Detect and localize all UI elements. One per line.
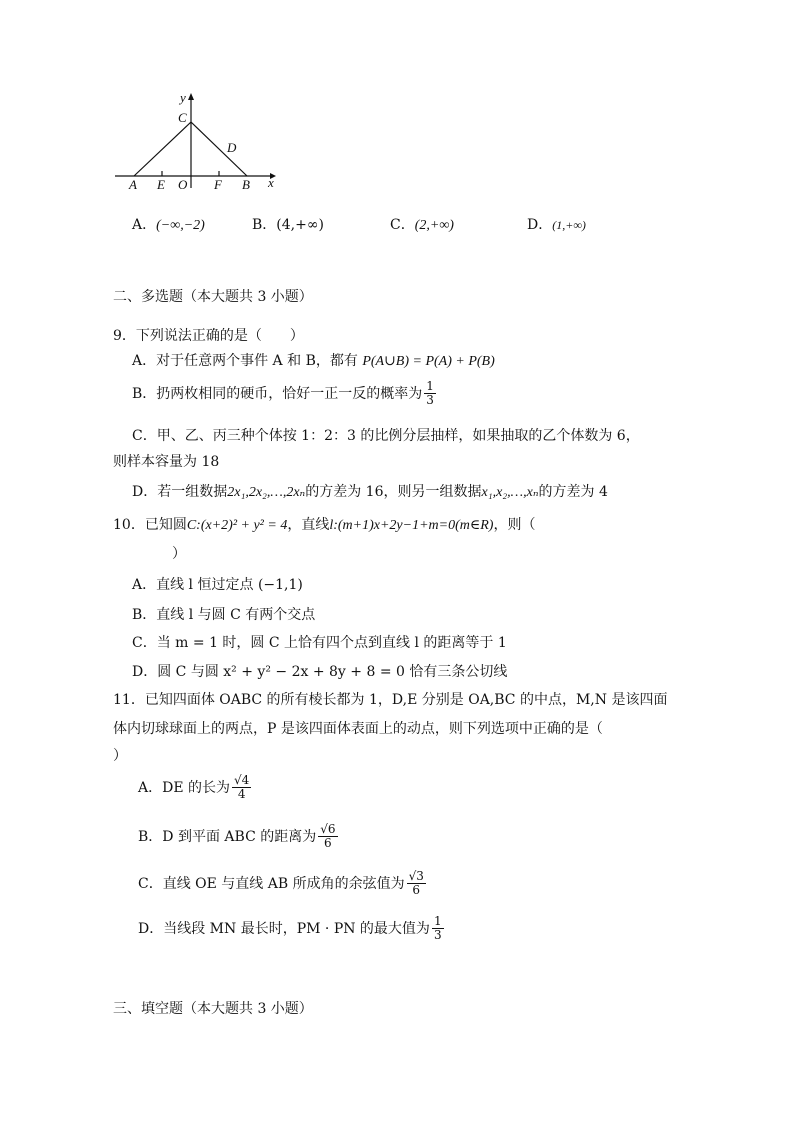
label-B: B: [242, 177, 250, 192]
segment-AC: [134, 122, 191, 176]
section-2-title: 二、多选题（本大题共 3 小题）: [113, 289, 313, 305]
q8-option-a: A．(−∞,−2): [132, 217, 205, 233]
q8-option-d: D．(1,+∞): [527, 217, 586, 233]
q10-stem-close: ）: [172, 546, 186, 562]
fraction-sqrt3-over-6: $\frac{√3}{6}$: [408, 869, 424, 897]
q8-option-b: B．(4,+∞): [252, 217, 324, 233]
q9-option-d: D．若一组数据2x₁,2x₂,…,2xₙ的方差为 16，则另一组数据x₁,x₂,…,xₙ的方差为 4: [132, 484, 608, 500]
section-3-title: 三、填空题（本大题共 3 小题）: [113, 1001, 313, 1017]
q11-stem-line2: 体内切球球面上的两点，P 是该四面体表面上的动点，则下列选项中正确的是（: [113, 721, 603, 737]
q9-option-c-line2: 则样本容量为 18: [113, 454, 220, 470]
q9-option-c-line1: C．甲、乙、丙三种个体按 1：2：3 的比例分层抽样，如果抽取的乙个体数为 6，: [132, 428, 640, 444]
label-E: E: [157, 177, 165, 192]
q11-stem-line1: 11．已知四面体 OABC 的所有棱长都为 1，D,E 分别是 OA,BC 的中点，M,N 是该四面: [113, 692, 668, 708]
q9-option-a: A．对于任意两个事件 A 和 B，都有 P(A∪B) = P(A) + P(B): [132, 353, 495, 369]
fraction-sqrt6-over-6: $\frac{√6}{6}$: [320, 822, 336, 850]
label-F: F: [214, 177, 222, 192]
segment-CB: [191, 122, 247, 176]
label-x: x: [268, 175, 274, 190]
q8-option-c: C．(2,+∞): [390, 217, 454, 233]
label-C: C: [178, 110, 187, 125]
y-axis-arrow: [188, 93, 194, 100]
q11-stem-close: ）: [113, 748, 127, 764]
q9-stem: 9．下列说法正确的是（ ）: [113, 328, 304, 344]
label-D: D: [227, 140, 237, 155]
q10-stem: 10．已知圆C:(x+2)² + y² = 4，直线l:(m+1)x+2y−1+m=0(m∈R)，则（: [113, 517, 536, 533]
q9-option-b: B．扔两枚相同的硬币，恰好一正一反的概率为 $\frac{1}{3}$: [132, 379, 434, 407]
fraction-one-third-d: $\frac{1}{3}$: [433, 914, 442, 942]
geometry-figure: [110, 88, 285, 193]
label-O: O: [178, 177, 188, 192]
q11-option-c: C．直线 OE 与直线 AB 所成角的余弦值为 $\frac{√3}{6}$: [138, 869, 424, 897]
q10-option-c: C．当 m = 1 时，圆 C 上恰有四个点到直线 l 的距离等于 1: [132, 635, 507, 651]
q10-option-d: D．圆 C 与圆 x² + y² − 2x + 8y + 8 = 0 恰有三条公切线: [132, 664, 508, 680]
q11-option-d: D．当线段 MN 最长时，PM · PN 的最大值为 $\frac{1}{3}$: [138, 914, 442, 942]
q10-option-b: B．直线 l 与圆 C 有两个交点: [132, 607, 316, 623]
fraction-one-third: $\frac{1}{3}$: [426, 379, 434, 407]
fraction-sqrt4-over-4: $\frac{√4}{4}$: [234, 773, 250, 801]
label-A: A: [129, 177, 137, 192]
q10-option-a: A．直线 l 恒过定点 (−1,1): [132, 577, 303, 593]
q11-option-b: B．D 到平面 ABC 的距离为 $\frac{√6}{6}$: [138, 822, 336, 850]
label-y: y: [180, 90, 186, 105]
q11-option-a: A．DE 的长为 $\frac{√4}{4}$: [138, 773, 250, 801]
